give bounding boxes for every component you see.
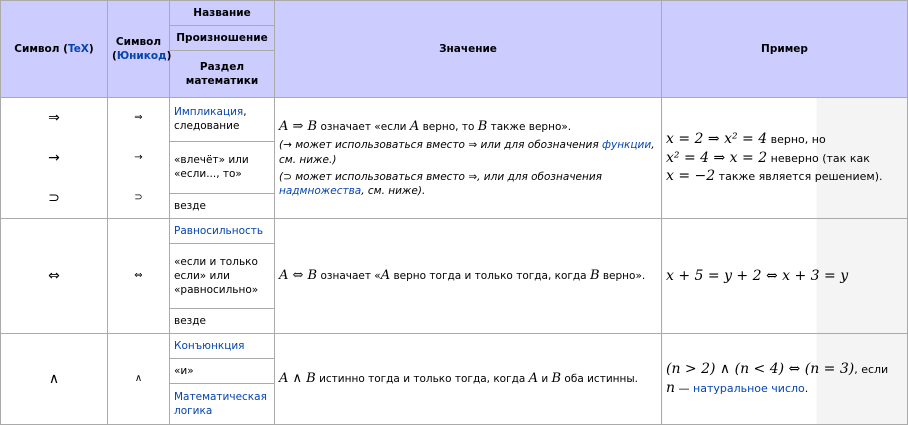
unicode-link[interactable]: Юникод	[116, 50, 167, 62]
math-b: B	[477, 118, 488, 134]
superset-note	[279, 170, 657, 198]
example-math-3: x = −2	[666, 168, 716, 185]
equivalence-meaning	[275, 219, 662, 334]
example-math-1: x = 2 ⇒ x² = 4	[666, 130, 768, 147]
math-a-iff-b: A ⇔ B	[279, 268, 318, 284]
header-name: Название	[170, 1, 275, 26]
equivalence-pronunciation: «если и только если» или «равносильно»	[170, 244, 275, 309]
function-link[interactable]: функции	[602, 139, 652, 152]
math-a-implies-b: A ⇒ B	[279, 118, 318, 134]
equivalence-unicode-cell: ⇔	[108, 219, 170, 334]
example-math: x + 5 = y + 2 ⇔ x + 3 = y	[666, 267, 849, 284]
meaning-text: также верно».	[487, 120, 572, 133]
conjunction-field	[170, 384, 275, 425]
example-math: (n > 2) ∧ (n < 4) ⇔ (n = 3)	[666, 361, 855, 378]
implication-name	[170, 98, 275, 142]
arrow-note-text: (→ может использоваться вместо ⇒ или для обозначения	[279, 139, 602, 152]
meaning-text: означает «	[317, 270, 381, 283]
meaning-text: оба истинны.	[561, 373, 638, 386]
implication-meaning-line	[279, 118, 657, 136]
equivalence-tex-cell: ⇔	[1, 219, 108, 334]
example-text-1: верно, но	[767, 132, 826, 146]
math-b: B	[551, 371, 562, 387]
header-tex	[1, 1, 108, 98]
example-text-3: также является решением).	[715, 170, 883, 184]
meaning-text: истинно тогда и только тогда, когда	[315, 373, 529, 386]
equivalence-name	[170, 219, 275, 244]
implication-tex-cell	[1, 98, 108, 219]
implication-unicode-cell	[108, 98, 170, 219]
arrow-note-end: , см. ниже.)	[279, 139, 655, 166]
math-a: A	[528, 371, 539, 387]
conjunction-example	[662, 334, 908, 425]
header-tex-label: Символ (	[14, 42, 68, 55]
equivalence-link[interactable]: Равносильность	[174, 224, 264, 237]
meaning-text: верно».	[599, 270, 646, 283]
example-text-2: неверно (так как	[767, 151, 870, 165]
implication-name-rest: , следование	[174, 106, 247, 133]
implication-link[interactable]: Импликация	[174, 106, 244, 119]
tex-symbol-implies: ⇒	[48, 109, 60, 126]
superset-link[interactable]: надмножества	[279, 184, 362, 197]
math-a-and-b: A ∧ B	[279, 371, 316, 387]
conjunction-name	[170, 334, 275, 359]
superset-note-text: (⊃ может использоваться вместо ⇒, или для обозначения	[279, 170, 602, 183]
tex-symbol-superset: ⊃	[48, 189, 60, 206]
implication-meaning	[275, 98, 662, 219]
conjunction-meaning	[275, 334, 662, 425]
example-period: .	[804, 382, 809, 395]
arrow-note	[279, 138, 657, 166]
header-field: Раздел математики	[170, 51, 275, 98]
implication-pronunciation: «влечёт» или «если..., то»	[170, 141, 275, 193]
conjunction-tex-cell: ∧	[1, 334, 108, 425]
tex-link[interactable]: TeX	[67, 42, 89, 55]
equivalence-example	[662, 219, 908, 334]
implication-example	[662, 98, 908, 219]
example-math-2: x² = 4 ⇒ x = 2	[666, 149, 768, 166]
meaning-text: верно тогда и только тогда, когда	[390, 270, 590, 283]
math-a: A	[380, 268, 391, 284]
natural-number-link[interactable]: натуральное число	[693, 382, 805, 395]
unicode-symbol-arrow: →	[134, 152, 143, 164]
meaning-text: и	[538, 373, 552, 386]
example-text: , если	[854, 363, 889, 377]
unicode-symbol-superset: ⊃	[134, 192, 143, 204]
example-math-n: n	[666, 380, 676, 396]
header-example: Пример	[662, 1, 908, 98]
header-tex-suffix: )	[88, 42, 94, 55]
header-meaning: Значение	[275, 1, 662, 98]
example-dash: —	[675, 382, 694, 395]
conjunction-link[interactable]: Конъюнкция	[174, 339, 245, 352]
conjunction-pronunciation: «и»	[170, 359, 275, 384]
implication-field: везде	[170, 193, 275, 218]
header-pronunciation: Произношение	[170, 26, 275, 51]
math-logic-link[interactable]: Математическая логика	[174, 390, 267, 417]
superset-note-end: , см. ниже).	[361, 184, 426, 197]
math-b: B	[589, 268, 600, 284]
header-unicode-label: Символ	[115, 35, 162, 48]
header-unicode: Символ (Юникод)	[108, 1, 170, 98]
tex-symbol-arrow: →	[48, 149, 60, 166]
conjunction-unicode-cell: ∧	[108, 334, 170, 425]
unicode-symbol-implies: ⇒	[134, 112, 143, 124]
equivalence-field: везде	[170, 309, 275, 334]
math-a: A	[409, 118, 420, 134]
meaning-text: означает «если	[317, 120, 410, 133]
meaning-text: верно, то	[419, 120, 478, 133]
